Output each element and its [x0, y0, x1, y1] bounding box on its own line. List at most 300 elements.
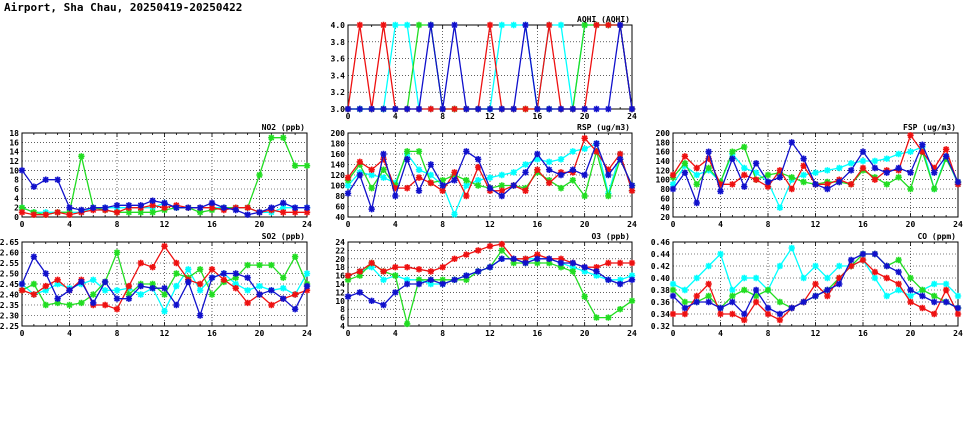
data-point	[777, 317, 783, 323]
x-tick-label: 8	[440, 112, 446, 121]
data-point	[943, 287, 949, 293]
data-point	[522, 106, 528, 112]
data-point	[872, 275, 878, 281]
data-point	[812, 263, 818, 269]
data-point	[931, 293, 937, 299]
data-point	[729, 148, 735, 154]
data-point	[451, 106, 457, 112]
data-point	[487, 22, 493, 28]
x-tick-label: 4	[392, 220, 398, 229]
data-point	[860, 148, 866, 154]
data-point	[717, 251, 723, 257]
data-point	[66, 211, 72, 217]
data-point	[102, 287, 108, 293]
data-point	[534, 151, 540, 157]
x-tick-label: 0	[670, 220, 676, 229]
data-point	[368, 106, 374, 112]
data-point	[451, 277, 457, 283]
data-point	[392, 193, 398, 199]
data-point	[149, 197, 155, 203]
data-point	[919, 305, 925, 311]
y-tick-label: 0.42	[650, 262, 670, 271]
x-tick-label: 16	[858, 220, 868, 229]
data-point	[522, 161, 528, 167]
data-point	[463, 177, 469, 183]
data-point	[907, 275, 913, 281]
data-point	[428, 161, 434, 167]
data-point	[546, 180, 552, 186]
data-point	[404, 156, 410, 162]
x-tick-label: 8	[114, 220, 120, 229]
data-point	[729, 287, 735, 293]
data-point	[629, 260, 635, 266]
data-point	[233, 285, 239, 291]
x-tick-label: 16	[858, 329, 868, 338]
data-point	[943, 146, 949, 152]
data-point	[581, 293, 587, 299]
data-point	[256, 262, 262, 268]
data-point	[836, 179, 842, 185]
data-point	[268, 204, 274, 210]
y-tick-label: 0.36	[650, 298, 670, 307]
panel-title: O3 (ppb)	[591, 232, 630, 241]
y-tick-label: 4	[340, 322, 345, 331]
data-point	[605, 260, 611, 266]
data-point	[368, 206, 374, 212]
data-point	[345, 272, 351, 278]
data-point	[280, 275, 286, 281]
data-point	[345, 190, 351, 196]
data-point	[78, 300, 84, 306]
x-tick-label: 16	[532, 220, 543, 229]
data-point	[280, 134, 286, 140]
data-point	[729, 299, 735, 305]
page-title: Airport, Sha Chau, 20250419-20250422	[4, 1, 243, 14]
data-point	[244, 275, 250, 281]
data-point	[522, 169, 528, 175]
data-point	[416, 148, 422, 154]
data-point	[209, 200, 215, 206]
x-tick-label: 8	[440, 220, 446, 229]
data-point	[558, 172, 564, 178]
data-point	[475, 156, 481, 162]
y-tick-label: 22	[335, 246, 345, 256]
data-point	[919, 287, 925, 293]
data-point	[907, 299, 913, 305]
data-point	[593, 106, 599, 112]
data-point	[173, 302, 179, 308]
x-tick-label: 16	[207, 329, 217, 338]
data-point	[812, 293, 818, 299]
data-point	[90, 300, 96, 306]
data-point	[824, 287, 830, 293]
data-point	[404, 148, 410, 154]
data-point	[860, 158, 866, 164]
data-point	[741, 275, 747, 281]
data-point	[534, 167, 540, 173]
data-point	[884, 155, 890, 161]
y-tick-label: 40	[335, 213, 345, 222]
y-tick-label: 2.25	[0, 322, 19, 331]
data-point	[717, 311, 723, 317]
y-tick-label: 140	[330, 160, 345, 170]
data-point	[292, 291, 298, 297]
data-point	[705, 148, 711, 154]
data-point	[789, 245, 795, 251]
y-tick-label: 2.40	[0, 290, 19, 300]
data-point	[570, 106, 576, 112]
data-point	[777, 263, 783, 269]
data-point	[221, 204, 227, 210]
y-tick-label: 24	[335, 238, 345, 247]
data-point	[753, 176, 759, 182]
data-point	[694, 181, 700, 187]
data-point	[209, 266, 215, 272]
data-point	[256, 209, 262, 215]
data-point	[487, 174, 493, 180]
data-point	[43, 270, 49, 276]
data-point	[895, 281, 901, 287]
data-point	[729, 311, 735, 317]
data-point	[705, 293, 711, 299]
data-point	[256, 283, 262, 289]
y-tick-label: 4.0	[330, 21, 345, 30]
data-point	[209, 275, 215, 281]
data-point	[741, 165, 747, 171]
data-point	[931, 281, 937, 287]
data-point	[280, 200, 286, 206]
data-point	[895, 174, 901, 180]
data-point	[682, 153, 688, 159]
x-tick-label: 24	[302, 220, 312, 229]
x-tick-label: 12	[159, 220, 170, 229]
data-point	[670, 311, 676, 317]
data-point	[428, 22, 434, 28]
data-point	[884, 293, 890, 299]
y-tick-label: 0.38	[650, 286, 670, 295]
data-point	[824, 186, 830, 192]
data-point	[558, 106, 564, 112]
data-point	[546, 167, 552, 173]
data-point	[173, 283, 179, 289]
data-point	[558, 22, 564, 28]
data-point	[451, 211, 457, 217]
data-point	[392, 272, 398, 278]
data-point	[268, 262, 274, 268]
data-point	[824, 167, 830, 173]
y-tick-label: 0	[14, 213, 19, 222]
data-point	[682, 311, 688, 317]
data-point	[268, 134, 274, 140]
data-point	[717, 188, 723, 194]
data-point	[463, 251, 469, 257]
data-point	[439, 281, 445, 287]
y-tick-label: 100	[330, 181, 345, 191]
data-point	[404, 281, 410, 287]
data-point	[510, 182, 516, 188]
data-point	[280, 209, 286, 215]
data-point	[114, 287, 120, 293]
data-point	[404, 321, 410, 327]
y-tick-label: 0.46	[650, 238, 670, 247]
data-point	[605, 314, 611, 320]
data-point	[895, 151, 901, 157]
y-tick-label: 0.40	[650, 274, 670, 283]
y-tick-label: 16	[335, 271, 345, 281]
data-point	[670, 186, 676, 192]
y-tick-label: 0.32	[650, 322, 670, 331]
data-point	[31, 254, 37, 260]
data-point	[499, 256, 505, 262]
data-point	[380, 151, 386, 157]
data-point	[256, 291, 262, 297]
data-point	[292, 204, 298, 210]
data-point	[943, 153, 949, 159]
data-point	[729, 293, 735, 299]
data-point	[884, 275, 890, 281]
data-point	[149, 264, 155, 270]
data-point	[629, 277, 635, 283]
y-tick-label: 200	[330, 129, 345, 138]
data-point	[244, 300, 250, 306]
y-tick-label: 2.55	[0, 259, 19, 268]
data-point	[114, 209, 120, 215]
data-point	[31, 281, 37, 287]
y-tick-label: 180	[330, 139, 345, 149]
data-point	[895, 165, 901, 171]
data-point	[860, 257, 866, 263]
data-point	[90, 291, 96, 297]
data-point	[931, 311, 937, 317]
data-point	[499, 22, 505, 28]
data-point	[872, 269, 878, 275]
x-tick-label: 8	[765, 220, 771, 229]
data-point	[705, 165, 711, 171]
data-point	[522, 260, 528, 266]
data-point	[499, 241, 505, 247]
data-point	[138, 260, 144, 266]
data-point	[368, 260, 374, 266]
data-point	[789, 186, 795, 192]
data-point	[102, 302, 108, 308]
data-point	[244, 287, 250, 293]
data-point	[66, 204, 72, 210]
data-point	[173, 260, 179, 266]
chart-no2	[9, 123, 312, 229]
data-point	[43, 176, 49, 182]
data-point	[836, 263, 842, 269]
data-point	[173, 270, 179, 276]
data-point	[404, 22, 410, 28]
data-point	[931, 299, 937, 305]
data-point	[800, 172, 806, 178]
chart-rsp	[331, 123, 637, 229]
data-point	[292, 306, 298, 312]
y-tick-label: 160	[330, 150, 345, 159]
data-point	[848, 257, 854, 263]
data-point	[428, 180, 434, 186]
data-point	[416, 167, 422, 173]
x-tick-label: 8	[114, 329, 120, 338]
data-point	[439, 182, 445, 188]
data-point	[138, 202, 144, 208]
x-tick-label: 20	[579, 329, 590, 338]
panel-title: RSP (ug/m3)	[577, 123, 630, 132]
data-point	[78, 279, 84, 285]
data-point	[605, 172, 611, 178]
data-point	[126, 283, 132, 289]
data-point	[617, 156, 623, 162]
data-point	[380, 174, 386, 180]
y-tick-label: 16	[9, 138, 19, 148]
x-tick-label: 20	[254, 329, 265, 338]
x-tick-label: 0	[345, 220, 351, 229]
y-tick-label: 3.2	[330, 88, 345, 98]
y-tick-label: 14	[9, 147, 19, 157]
y-tick-label: 0.44	[650, 250, 670, 259]
data-point	[682, 160, 688, 166]
data-point	[161, 308, 167, 314]
data-point	[789, 174, 795, 180]
x-tick-label: 24	[953, 329, 963, 338]
data-point	[114, 249, 120, 255]
y-tick-label: 6	[340, 313, 345, 323]
data-point	[102, 204, 108, 210]
y-tick-label: 14	[335, 280, 345, 289]
y-tick-label: 60	[660, 194, 670, 204]
data-point	[800, 155, 806, 161]
panel-title: NO2 (ppb)	[261, 123, 305, 132]
data-point	[475, 106, 481, 112]
data-point	[357, 172, 363, 178]
data-point	[581, 135, 587, 141]
data-point	[173, 204, 179, 210]
x-tick-label: 16	[207, 220, 217, 229]
data-point	[558, 185, 564, 191]
data-point	[741, 183, 747, 189]
data-point	[884, 181, 890, 187]
y-tick-label: 180	[655, 138, 670, 148]
data-point	[392, 289, 398, 295]
data-point	[475, 182, 481, 188]
data-point	[43, 302, 49, 308]
data-point	[487, 264, 493, 270]
data-point	[185, 204, 191, 210]
data-point	[694, 293, 700, 299]
x-tick-label: 24	[953, 220, 963, 229]
data-point	[66, 287, 72, 293]
data-point	[558, 260, 564, 266]
y-tick-label: 12	[335, 288, 345, 298]
data-point	[955, 293, 961, 299]
data-point	[345, 174, 351, 180]
data-point	[907, 186, 913, 192]
y-tick-label: 120	[655, 166, 670, 176]
data-point	[765, 172, 771, 178]
data-point	[694, 200, 700, 206]
x-tick-label: 20	[905, 329, 916, 338]
y-tick-label: 60	[335, 202, 345, 212]
data-point	[380, 277, 386, 283]
data-point	[90, 277, 96, 283]
data-point	[581, 264, 587, 270]
data-point	[907, 287, 913, 293]
data-point	[126, 202, 132, 208]
data-point	[753, 299, 759, 305]
data-point	[451, 256, 457, 262]
x-tick-label: 8	[440, 329, 446, 338]
data-point	[522, 22, 528, 28]
data-point	[510, 256, 516, 262]
data-point	[765, 179, 771, 185]
data-point	[244, 211, 250, 217]
y-tick-label: 80	[335, 192, 345, 201]
data-point	[19, 209, 25, 215]
data-point	[741, 172, 747, 178]
data-point	[428, 106, 434, 112]
data-point	[19, 167, 25, 173]
x-tick-label: 16	[532, 112, 543, 121]
data-point	[114, 296, 120, 302]
y-tick-label: 10	[9, 166, 19, 176]
data-point	[955, 179, 961, 185]
data-point	[884, 169, 890, 175]
data-point	[380, 22, 386, 28]
data-point	[451, 177, 457, 183]
data-point	[943, 299, 949, 305]
data-point	[570, 177, 576, 183]
x-tick-label: 4	[67, 220, 72, 229]
panel-title: AQHI (AQHI)	[577, 15, 630, 24]
x-tick-label: 20	[905, 220, 916, 229]
data-point	[741, 144, 747, 150]
data-point	[209, 291, 215, 297]
data-point	[872, 176, 878, 182]
data-point	[197, 281, 203, 287]
data-point	[741, 287, 747, 293]
data-point	[836, 165, 842, 171]
data-point	[368, 298, 374, 304]
data-point	[197, 266, 203, 272]
data-point	[357, 289, 363, 295]
panel-title: SO2 (ppb)	[261, 232, 305, 241]
data-point	[380, 268, 386, 274]
data-point	[670, 293, 676, 299]
data-point	[280, 296, 286, 302]
chart-so2	[0, 232, 312, 338]
data-point	[729, 155, 735, 161]
data-point	[682, 299, 688, 305]
data-point	[43, 211, 49, 217]
data-point	[812, 281, 818, 287]
data-point	[268, 287, 274, 293]
data-point	[161, 200, 167, 206]
data-point	[907, 132, 913, 138]
data-point	[161, 243, 167, 249]
y-tick-label: 2.30	[0, 311, 19, 321]
data-point	[197, 287, 203, 293]
y-tick-label: 0.34	[650, 310, 670, 319]
y-tick-label: 3.8	[330, 37, 345, 47]
data-point	[605, 193, 611, 199]
y-tick-label: 2.60	[0, 248, 19, 258]
data-point	[510, 106, 516, 112]
data-point	[570, 260, 576, 266]
data-point	[753, 160, 759, 166]
data-point	[19, 287, 25, 293]
x-tick-label: 12	[810, 220, 821, 229]
data-point	[872, 165, 878, 171]
